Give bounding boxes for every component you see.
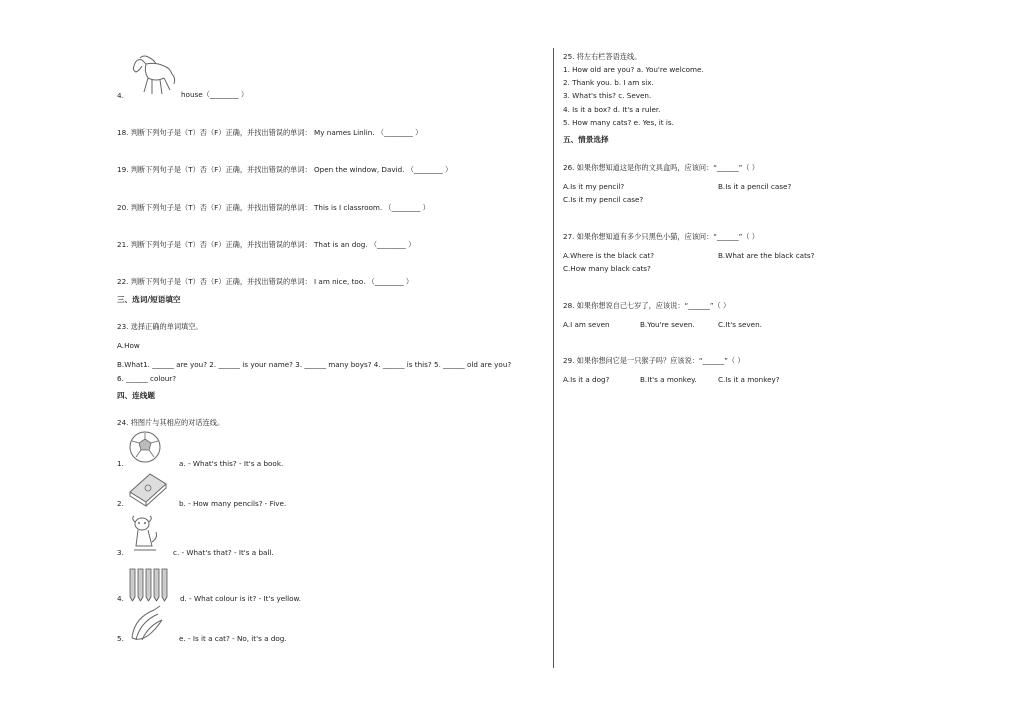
q27-option-a: A.Where is the black cat? [563, 251, 655, 260]
question-21: 21. 判断下列句子是（T）否（F）正确，并找出错误的单词： That is an dog. （________ ） [117, 240, 416, 249]
question-23: 23. 选择正确的单词填空。 [117, 322, 203, 331]
section-4-heading: 四、连线题 [117, 391, 155, 400]
q25-line-4: 4. Is it a box? d. It's a ruler. [563, 105, 661, 114]
q29-option-b: B.It's a monkey. [640, 375, 697, 384]
match-2-number: 2. [117, 499, 124, 508]
pencils-picture [126, 563, 172, 603]
q25-line-1: 1. How old are you? a. You're welcome. [563, 65, 704, 74]
q29-option-a: A.Is it a dog? [563, 375, 610, 384]
q26-option-b: B.Is it a pencil case? [718, 182, 792, 191]
match-1-text: a. - What's this? - It's a book. [179, 459, 284, 468]
question-28: 28. 如果你想说自己七岁了，应该说：“______”（ ） [563, 301, 731, 310]
match-1-number: 1. [117, 459, 124, 468]
q17-number: 4. [117, 91, 124, 100]
section-5-heading: 五、情景选择 [563, 135, 609, 144]
dog-picture [126, 514, 162, 554]
bananas-picture [126, 604, 170, 644]
question-20: 20. 判断下列句子是（T）否（F）正确，并找出错误的单词： This is I classroom. （________ ） [117, 203, 430, 212]
q26-option-c: C.Is it my pencil case? [563, 195, 644, 204]
q25-line-5: 5. How many cats? e. Yes, it is. [563, 118, 674, 127]
q27-option-c: C.How many black cats? [563, 264, 651, 273]
q28-option-b: B.You're seven. [640, 320, 695, 329]
question-26: 26. 如果你想知道这是你的文具盒吗，应该问：“______”（ ） [563, 163, 759, 172]
q28-option-a: A.I am seven [563, 320, 610, 329]
q25-line-2: 2. Thank you. b. I am six. [563, 78, 654, 87]
q23-line-1: B.What1. ______ are you? 2. ______ is your name? 3. ______ many boys? 4. ______ is this? 5. ______ old are you? [117, 360, 512, 369]
q25-line-3: 3. What's this? c. Seven. [563, 91, 652, 100]
q28-option-c: C.It's seven. [718, 320, 762, 329]
question-19: 19. 判断下列句子是（T）否（F）正确，并找出错误的单词： Open the window, David. （________ ） [117, 165, 453, 174]
question-22: 22. 判断下列句子是（T）否（F）正确，并找出错误的单词： I am nice, too. （________ ） [117, 277, 414, 286]
q23-line-2: 6. ______ colour? [117, 374, 177, 383]
q26-option-a: A.Is it my pencil? [563, 182, 625, 191]
horse-picture [126, 52, 178, 98]
question-18: 18. 判断下列句子是（T）否（F）正确，并找出错误的单词： My names Linlin. （________ ） [117, 128, 423, 137]
question-24: 24. 将图片与其相应的对话连线。 [117, 418, 225, 427]
q27-option-b: B.What are the black cats? [718, 251, 815, 260]
q23-option-a: A.How [117, 341, 140, 350]
section-3-heading: 三、选词/短语填空 [117, 295, 181, 304]
match-5-text: e. - Is it a cat? - No, it's a dog. [179, 634, 287, 643]
match-4-number: 4. [117, 594, 124, 603]
match-3-text: c. - What's that? - It's a ball. [173, 548, 274, 557]
ball-picture [128, 430, 162, 464]
column-divider [553, 48, 554, 668]
match-5-number: 5. [117, 634, 124, 643]
question-29: 29. 如果你想问它是一只猴子吗？应该说：“______”（ ） [563, 356, 745, 365]
question-25: 25. 将左右栏答语连线。 [563, 52, 642, 61]
match-3-number: 3. [117, 548, 124, 557]
q29-option-c: C.Is it a monkey? [718, 375, 780, 384]
match-2-text: b. - How many pencils? - Five. [179, 499, 287, 508]
q17-word: house（________ ） [181, 90, 249, 99]
question-27: 27. 如果你想知道有多少只黑色小猫，应该问：“______”（ ） [563, 232, 759, 241]
book-picture [126, 470, 168, 508]
match-4-text: d. - What colour is it? - It's yellow. [180, 594, 302, 603]
